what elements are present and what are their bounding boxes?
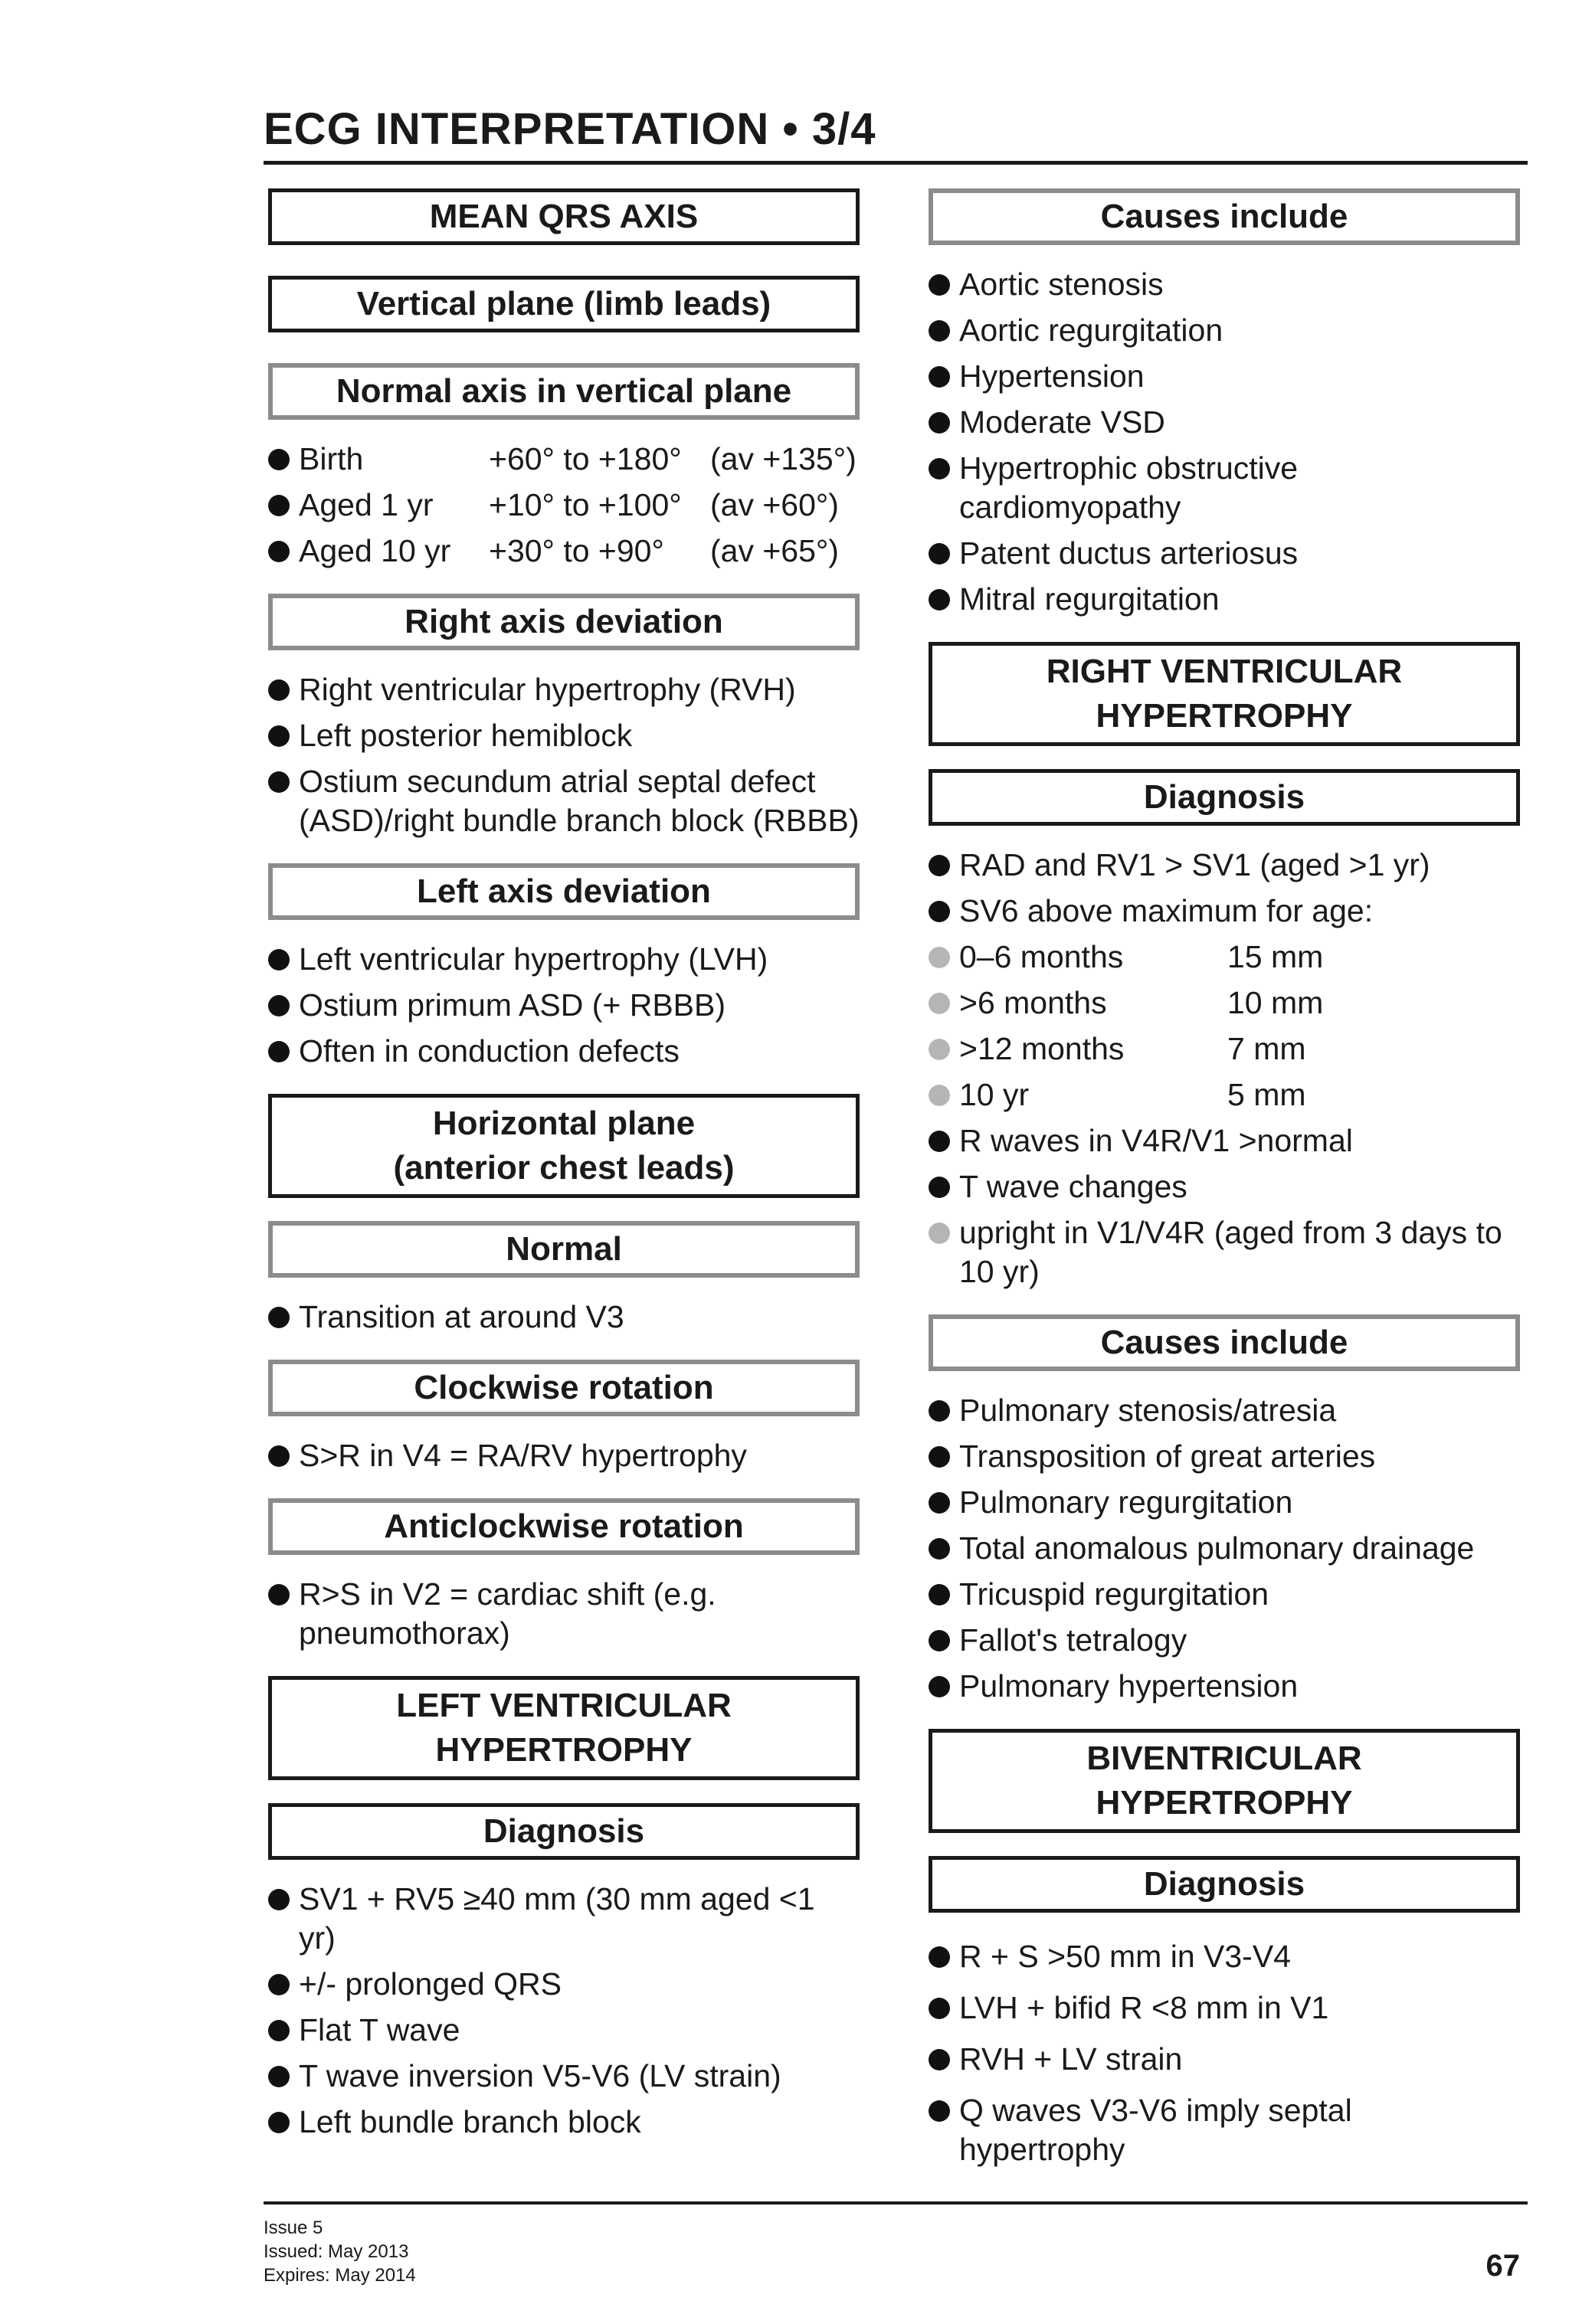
right-axis-list — [268, 670, 860, 840]
bullet-icon — [268, 541, 290, 562]
list-item: Birth +60° to +180° (av +135°) — [268, 440, 860, 479]
bullet-icon — [268, 449, 290, 470]
bullet-icon — [929, 1177, 950, 1198]
list-item: R>S in V2 = cardiac shift (e.g. pneumothorax) — [268, 1575, 860, 1653]
list-item: R + S >50 mm in V3-V4 — [929, 1937, 1520, 1976]
bullet-icon — [929, 543, 950, 565]
bullet-icon — [268, 1307, 290, 1328]
list-item: LVH + bifid R <8 mm in V1 — [929, 1988, 1520, 2028]
heading-right-axis-deviation: Right axis deviation — [268, 594, 860, 650]
bullet-icon — [268, 771, 290, 793]
bullet-icon — [929, 589, 950, 610]
list-item: RAD and RV1 > SV1 (aged >1 yr) — [929, 846, 1520, 885]
clockwise-list — [268, 1436, 860, 1475]
list-item: Aortic regurgitation — [929, 311, 1520, 350]
bullet-icon — [268, 949, 290, 971]
footer-expires: Expires: May 2014 — [264, 2265, 416, 2286]
heading-causes-rvh: Causes include — [929, 1314, 1520, 1371]
bullet-icon — [929, 1039, 950, 1060]
causes-rvh-list — [929, 1391, 1520, 1706]
list-item: Pulmonary stenosis/atresia — [929, 1391, 1520, 1430]
list-item: Left ventricular hypertrophy (LVH) — [268, 940, 860, 979]
bullet-icon — [929, 1998, 950, 2019]
bullet-icon — [929, 855, 950, 876]
list-item: RVH + LV strain — [929, 2040, 1520, 2079]
list-item: 0–6 months 15 mm — [929, 938, 1520, 977]
page-title: ECG INTERPRETATION • 3/4 — [264, 104, 876, 154]
list-item: Transposition of great arteries — [929, 1437, 1520, 1476]
bullet-icon — [268, 725, 290, 747]
top-rule — [264, 161, 1528, 165]
heading-horizontal-plane: Horizontal plane (anterior chest leads) — [268, 1094, 860, 1198]
rvh-diagnosis-list — [929, 846, 1520, 1291]
list-item: Hypertension — [929, 357, 1520, 396]
list-item: Hypertrophic obstructive cardiomyopathy — [929, 449, 1520, 527]
heading-right-ventricular-hypertrophy: RIGHT VENTRICULAR HYPERTROPHY — [929, 642, 1520, 746]
list-item: SV6 above maximum for age: — [929, 892, 1520, 931]
bottom-rule — [264, 2201, 1528, 2205]
anticlockwise-list — [268, 1575, 860, 1653]
heading-biventricular-hypertrophy: BIVENTRICULAR HYPERTROPHY — [929, 1729, 1520, 1833]
left-column — [268, 188, 860, 2165]
list-item: Fallot's tetralogy — [929, 1621, 1520, 1660]
bullet-icon — [268, 495, 290, 516]
list-item: Pulmonary regurgitation — [929, 1483, 1520, 1522]
heading-vertical-plane: Vertical plane (limb leads) — [268, 276, 860, 332]
left-axis-list — [268, 940, 860, 1071]
list-item: >12 months 7 mm — [929, 1029, 1520, 1069]
lvh-diagnosis-list — [268, 1880, 860, 2142]
right-column — [929, 188, 1520, 2192]
bullet-icon — [268, 1584, 290, 1606]
bullet-icon — [268, 2020, 290, 2041]
heading-mean-qrs-axis: MEAN QRS AXIS — [268, 188, 860, 245]
list-item: +/- prolonged QRS — [268, 1965, 860, 2004]
bullet-icon — [268, 679, 290, 701]
list-item: Q waves V3-V6 imply septal hypertrophy — [929, 2091, 1520, 2169]
list-item: Patent ductus arteriosus — [929, 534, 1520, 573]
list-item: upright in V1/V4R (aged from 3 days to 10 yr) — [929, 1213, 1520, 1291]
bullet-icon — [929, 993, 950, 1014]
heading-bvh-diagnosis: Diagnosis — [929, 1856, 1520, 1913]
list-item: R waves in V4R/V1 >normal — [929, 1121, 1520, 1160]
bullet-icon — [929, 2100, 950, 2122]
bullet-icon — [929, 1131, 950, 1152]
bullet-icon — [929, 1630, 950, 1651]
list-item: Aged 10 yr +30° to +90° (av +65°) — [268, 532, 860, 571]
list-item: Aged 1 yr +10° to +100° (av +60°) — [268, 486, 860, 525]
list-item: SV1 + RV5 ≥40 mm (30 mm aged <1 yr) — [268, 1880, 860, 1958]
page-number: 67 — [1485, 2249, 1520, 2283]
bullet-icon — [268, 2066, 290, 2087]
list-item: Often in conduction defects — [268, 1032, 860, 1071]
footer-issued: Issued: May 2013 — [264, 2241, 409, 2262]
bullet-icon — [929, 412, 950, 434]
heading-left-ventricular-hypertrophy: LEFT VENTRICULAR HYPERTROPHY — [268, 1676, 860, 1780]
list-item: Ostium primum ASD (+ RBBB) — [268, 986, 860, 1025]
list-item: Left bundle branch block — [268, 2103, 860, 2142]
bullet-icon — [929, 2049, 950, 2070]
bullet-icon — [929, 1946, 950, 1968]
bullet-icon — [929, 1223, 950, 1244]
heading-clockwise-rotation: Clockwise rotation — [268, 1360, 860, 1416]
list-item: Transition at around V3 — [268, 1298, 860, 1337]
list-item: Aortic stenosis — [929, 265, 1520, 304]
bullet-icon — [929, 320, 950, 342]
bvh-diagnosis-list — [929, 1937, 1520, 2169]
list-item: 10 yr 5 mm — [929, 1075, 1520, 1115]
bullet-icon — [929, 1676, 950, 1697]
bullet-icon — [929, 274, 950, 296]
heading-left-axis-deviation: Left axis deviation — [268, 863, 860, 920]
bullet-icon — [268, 1445, 290, 1467]
heading-causes-lvh: Causes include — [929, 188, 1520, 245]
list-item: >6 months 10 mm — [929, 984, 1520, 1023]
bullet-icon — [929, 1085, 950, 1106]
bullet-icon — [268, 2112, 290, 2133]
heading-anticlockwise-rotation: Anticlockwise rotation — [268, 1498, 860, 1555]
causes-lvh-list — [929, 265, 1520, 619]
bullet-icon — [929, 366, 950, 388]
bullet-icon — [929, 1538, 950, 1560]
bullet-icon — [929, 1492, 950, 1514]
heading-normal: Normal — [268, 1221, 860, 1278]
bullet-icon — [268, 995, 290, 1016]
bullet-icon — [268, 1889, 290, 1910]
list-item: Mitral regurgitation — [929, 580, 1520, 619]
list-item: T wave inversion V5-V6 (LV strain) — [268, 2057, 860, 2096]
bullet-icon — [929, 1584, 950, 1606]
bullet-icon — [929, 1446, 950, 1468]
list-item: Pulmonary hypertension — [929, 1667, 1520, 1706]
bullet-icon — [268, 1974, 290, 1995]
list-item: Tricuspid regurgitation — [929, 1575, 1520, 1614]
axis-list — [268, 440, 860, 571]
bullet-icon — [929, 947, 950, 968]
heading-normal-axis: Normal axis in vertical plane — [268, 363, 860, 420]
list-item: S>R in V4 = RA/RV hypertrophy — [268, 1436, 860, 1475]
normal-list — [268, 1298, 860, 1337]
bullet-icon — [268, 1041, 290, 1062]
list-item: Ostium secundum atrial septal defect (ASD)/right bundle branch block (RBBB) — [268, 762, 860, 840]
bullet-icon — [929, 458, 950, 480]
list-item: Flat T wave — [268, 2011, 860, 2050]
list-item: T wave changes — [929, 1167, 1520, 1206]
list-item: Moderate VSD — [929, 403, 1520, 442]
list-item: Right ventricular hypertrophy (RVH) — [268, 670, 860, 709]
list-item: Total anomalous pulmonary drainage — [929, 1529, 1520, 1568]
footer-issue: Issue 5 — [264, 2218, 323, 2238]
bullet-icon — [929, 901, 950, 922]
bullet-icon — [929, 1400, 950, 1422]
list-item: Left posterior hemiblock — [268, 716, 860, 755]
heading-rvh-diagnosis: Diagnosis — [929, 769, 1520, 826]
heading-lvh-diagnosis: Diagnosis — [268, 1803, 860, 1860]
footer — [264, 2216, 416, 2287]
